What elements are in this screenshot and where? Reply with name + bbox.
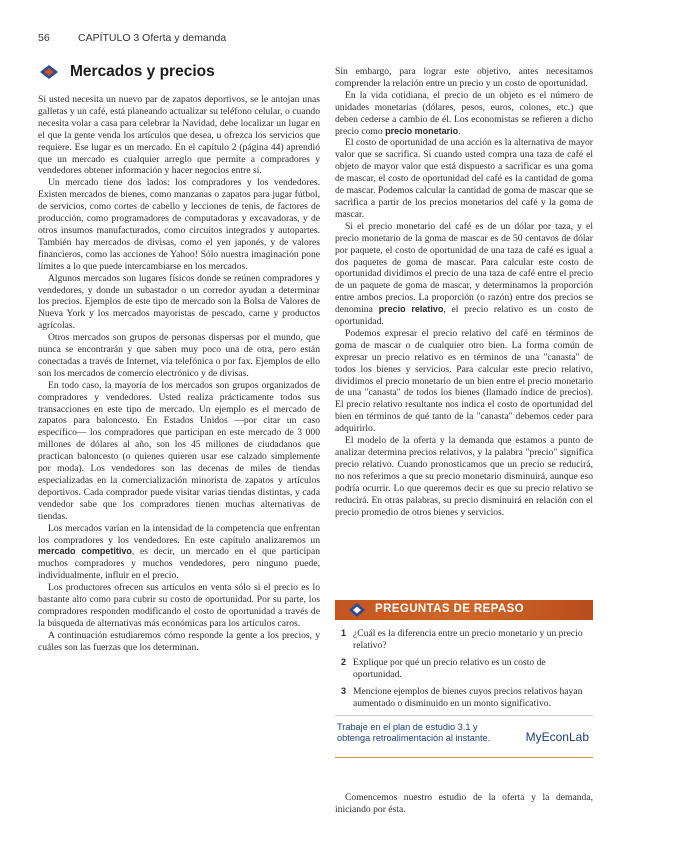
paragraph: El costo de oportunidad de una acción es la alternativa de mayor valor que se sacrifica. Si cuando usted compra una taza de café el objeto de mayor valor que está dispuesto a sacrificar es una goma de mascar, el costo de oportunidad del café es la cantidad de goma de mascar. Podemos calcular la cantidad de goma de mascar que se sacrifica a partir de los precios monetarios del café y la goma de mascar.	[335, 137, 593, 220]
list-item	[335, 686, 593, 710]
paragraph	[38, 523, 320, 583]
paragraph	[335, 221, 593, 328]
question-number: 1	[341, 628, 347, 638]
paragraph: Otros mercados son grupos de personas dispersas por el mundo, que nunca se encontrarán y que saben muy poco una de otra, pero están conectadas a través de Internet, vía telefónica o por fax. Ejemplos de ello son los mercados de comercio electrónico y de divisas.	[38, 332, 320, 379]
diamond-icon	[349, 603, 365, 617]
text-run: Si el precio monetario del café es de un dólar por taza, y el precio monetario de la goma de mascar es de 50 centavos de dólar por paquete, el costo de oportunidad de una taza de café es igual a dos paquetes de goma de mascar. Para calcular este costo de oportunidad dividimos el precio de una taza de café entre el precio de un paquete de goma de mascar, y determinamos la proporción entre ambos precios. La proporción (o razón) entre dos precios se denomina	[335, 220, 593, 316]
page-header	[38, 30, 658, 46]
paragraph: Algunos mercados son lugares físicos donde se reúnen compradores y vendedores, y donde un subastador o un corredor ayudan a determinar los precios. Ejemplos de este tipo de mercado son la Bolsa de Valores de Nueva York y los mercados mayoristas de pescado, carne y productos agrícolas.	[38, 272, 320, 332]
paragraph: Un mercado tiene dos lados: los compradores y los vendedores. Existen mercados de bienes, como manzanas o zapatos para jugar fútbol, de servicios, como cortes de cabello y lecciones de tenis, de factores de producción, como programadores de computadoras y excavadoras, y de otros insumos manufacturados, como circuitos integrados y autopartes. También hay mercados de divisas, como el yen japonés, y de valores financieros, como las acciones de Yahoo! Sólo nuestra imaginación pone límites a lo que puede intercambiarse en los mercados.	[38, 177, 320, 272]
section-heading	[38, 62, 320, 86]
question-number: 2	[341, 656, 347, 667]
review-banner	[335, 600, 593, 620]
paragraph: El modelo de la oferta y la demanda que estamos a punto de analizar determina precios relativos, y la palabra "precio" significa precio relativo. Cuando pronosticamos que un precio se reducirá, no nos referimos a que su precio monetario disminuirá, aunque eso podría ocurrir. Lo que queremos decir es que su precio relativo se reducirá. En otras palabras, su precio disminuirá en relación con el precio promedio de otros bienes y servicios.	[335, 435, 593, 518]
list-item	[335, 628, 593, 652]
paragraph: Sin embargo, para lograr este objetivo, antes necesitamos comprender la relación entre un precio y un costo de oportunidad.	[335, 66, 593, 89]
right-column	[335, 66, 593, 518]
divider	[335, 757, 593, 758]
section-title: Mercados y precios	[70, 63, 215, 80]
study-plan	[335, 715, 593, 758]
page-number: 56	[38, 32, 50, 44]
paragraph: Comencemos nuestro estudio de la oferta y la demanda, iniciando por ésta.	[335, 792, 593, 815]
paragraph: A continuación estudiaremos cómo responde la gente a los precios, y cuáles son las fuerzas que los determinan.	[38, 629, 320, 653]
study-line: Trabaje en el plan de estudio 3.1 y	[337, 722, 478, 733]
chapter-title: CAPÍTULO 3 Oferta y demanda	[78, 32, 227, 44]
text-run: , el precio relativo es un costo de oportunidad.	[335, 304, 593, 328]
question-text: Explique por qué un precio relativo es un costo de oportunidad.	[353, 656, 546, 680]
paragraph: Podemos expresar el precio relativo del café en términos de goma de mascar o de cualquier otro bien. La forma común de expresar un precio relativo es en términos de una "canasta" de todos los bienes y servicios. Para calcular este precio relativo, dividimos el precio monetario de un bien entre el precio monetario de una "canasta" de todos los bienes (llamado índice de precios). El precio relativo resultante nos indica el costo de oportunidad del bien en términos de qué tanto de la "canasta" debemos ceder para adquirirlo.	[335, 327, 593, 435]
question-text: Mencione ejemplos de bienes cuyos precios relativos hayan aumentado o disminuido en un monto significativo.	[353, 685, 583, 709]
paragraph: En todo caso, la mayoría de los mercados son grupos organizados de compradores y vendedores. Usted realiza prácticamente todos sus transacciones en este tipo de mercado. Un ejemplo es el mercado de zapatos para baloncesto. En Estados Unidos —por citar un caso específico— los compradores que participan en este mercado de 3 000 millones de dólares al año, son los 45 millones de ciudadanos que practican baloncesto (o quienes quieren usar ese calzado simplemente por moda). Los vendedores son las decenas de miles de tiendas especializadas en la comercialización minorista de zapatos y artículos deportivos. Cada comprador puede visitar varias tiendas distintas, y cada vendedor sabe que los compradores tienen muchas alternativas de tiendas.	[38, 379, 320, 522]
key-term: mercado competitivo	[38, 546, 132, 557]
text-run: , es decir, un mercado en el que participan muchos compradores y muchos vendedores, pero ninguno puede, individualmente, influir en el precio.	[38, 546, 320, 582]
question-list	[335, 628, 593, 709]
text-run: En la vida cotidiana, el precio de un objeto es el número de unidades monetarias (dólares, pesos, euros, colones, etc.) que deben cederse a cambio de él. Los economistas se refieren a dicho precio como	[335, 89, 593, 137]
left-column	[38, 62, 320, 654]
key-term: precio relativo	[378, 304, 444, 315]
paragraph	[335, 90, 593, 138]
question-text: ¿Cuál es la diferencia entre un precio monetario y un precio relativo?	[353, 628, 583, 651]
review-title: PREGUNTAS DE REPASO	[375, 603, 525, 615]
paragraph: Si usted necesita un nuevo par de zapatos deportivos, se le antojan unas galletas y un café, está planeando actualizar su teléfono celular, o cuando necesita volar a casa para celebrar la Navidad, debe localizar un lugar en el que la gente venda los artículos que desea, u ofrezca los servicios que requiere. Ese lugar es un mercado. En el capítulo 2 (página 44) aprendió que un mercado es cualquier arreglo que permite a compradores y vendedores obtener información y hacer negocios entre sí.	[38, 94, 320, 177]
study-plan-text	[337, 722, 527, 744]
list-item	[335, 657, 593, 681]
paragraph: Los productores ofrecen sus artículos en venta sólo si el precio es lo bastante alto como para cubrir su costo de oportunidad. Por su parte, los compradores responden modificando el costo de oportunidad a través de la búsqueda de alternativas más económicas para los artículos caros.	[38, 582, 320, 629]
question-number: 3	[341, 685, 347, 696]
text-run: .	[458, 125, 461, 137]
key-term: precio monetario	[385, 125, 459, 136]
review-box	[335, 600, 593, 758]
text-run: Los mercados varían en la intensidad de la competencia que enfrentan los compradores y los vendedores. En este capítulo analizaremos un	[38, 522, 320, 546]
study-line: obtenga retroalimentación al instante.	[337, 733, 491, 744]
myeconlab-logo[interactable]: MyEconLab	[525, 730, 589, 745]
diamond-arrow-icon	[40, 65, 58, 79]
closing-text	[335, 792, 593, 816]
